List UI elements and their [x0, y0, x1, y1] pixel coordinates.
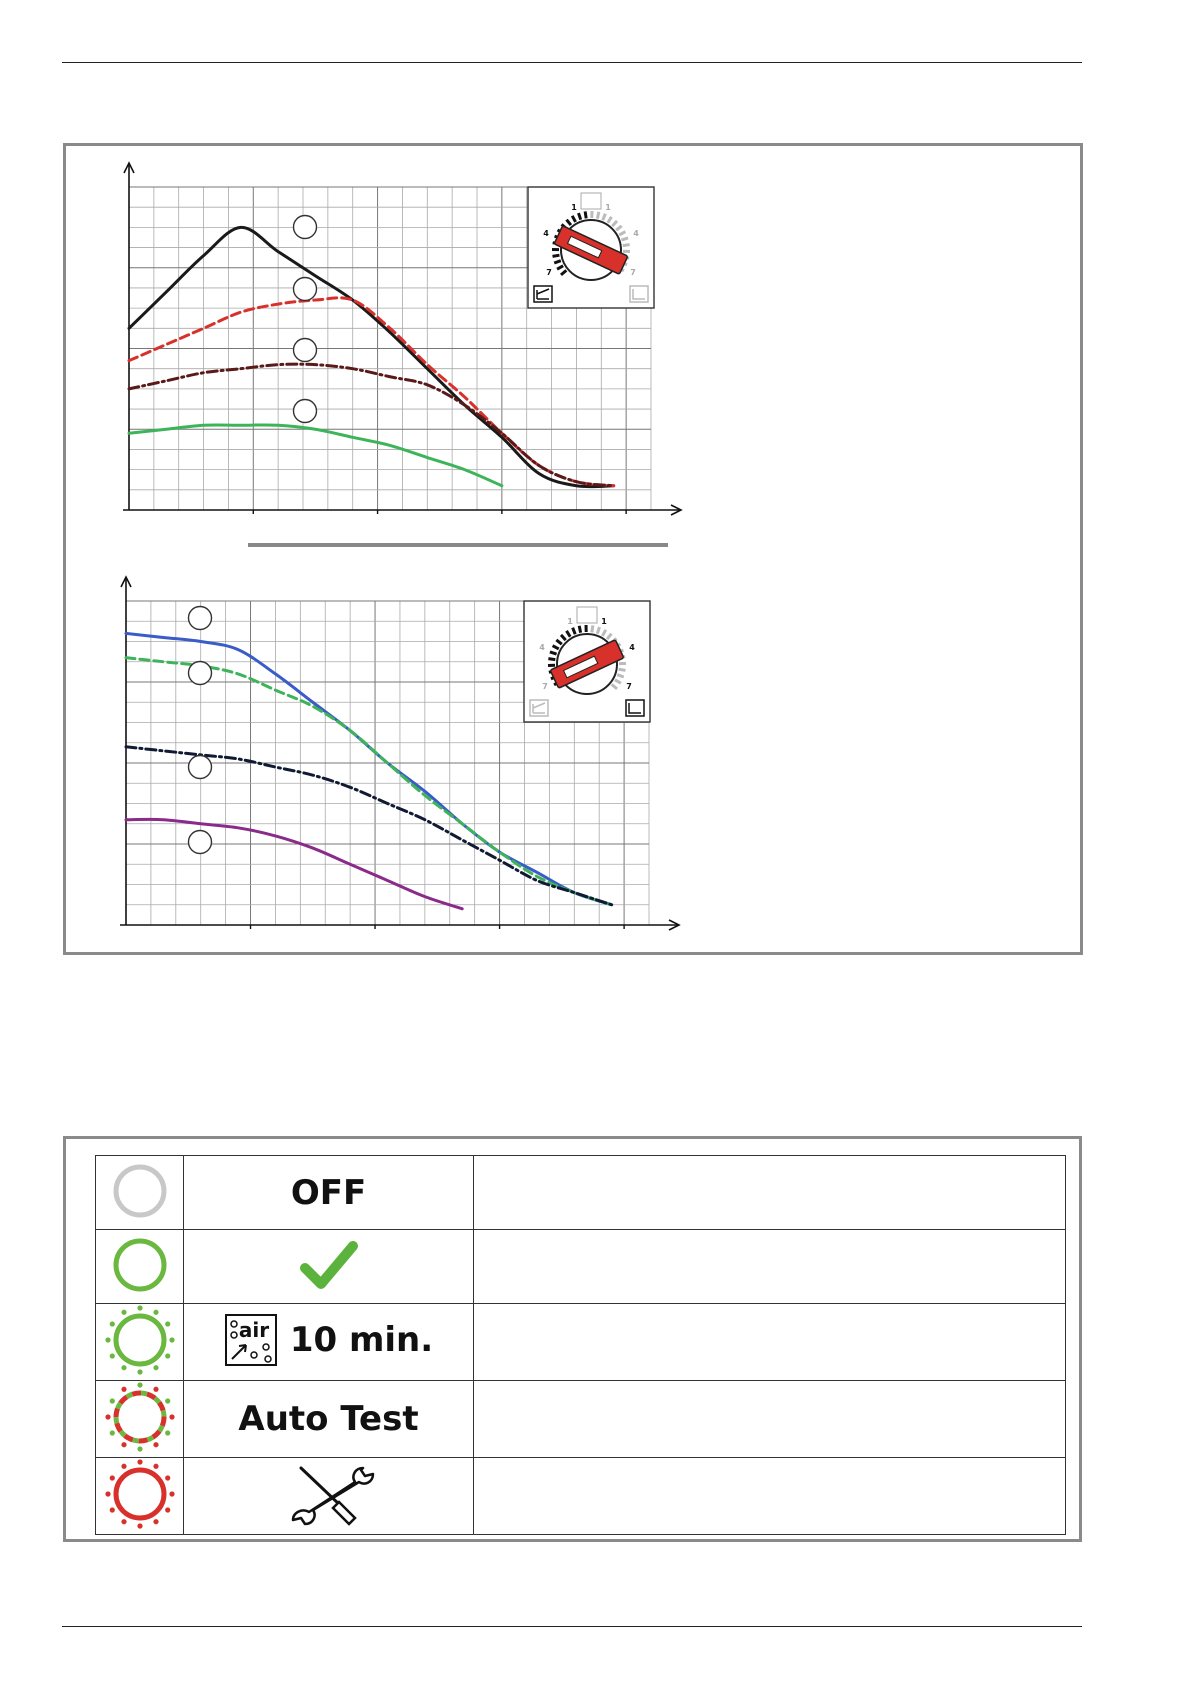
- knob-scale-label: 1: [567, 617, 573, 626]
- led-green-blink-icon: [104, 1304, 176, 1376]
- knob-scale-label: 7: [546, 268, 552, 277]
- description-cell: [474, 1156, 1066, 1230]
- table-row: [96, 1381, 1066, 1458]
- knob-scale-label: 1: [571, 203, 577, 212]
- knob-scale-label: 7: [542, 682, 548, 691]
- knob-air-icon: [577, 607, 597, 623]
- symbol-cell: [184, 1156, 474, 1230]
- curve-marker-4: [294, 400, 317, 423]
- knob-scale-tick: [548, 659, 555, 660]
- symbol-cell: [184, 1304, 474, 1381]
- curve-marker-2: [294, 278, 317, 301]
- knob-scale-label: 4: [629, 643, 635, 652]
- knob-scale-tick: [553, 255, 560, 256]
- led-blink-dot: [165, 1398, 170, 1403]
- led-blink-dot: [169, 1337, 174, 1342]
- led-blink-dot: [153, 1310, 158, 1315]
- proportional-pressure-chart: [123, 163, 681, 515]
- led-blink-dot: [137, 1382, 142, 1387]
- led-blink-dot: [165, 1507, 170, 1512]
- led-blink-dot: [137, 1459, 142, 1464]
- constant-pressure-chart: [120, 577, 679, 930]
- curve-marker-2: [189, 662, 212, 685]
- curve-marker-3: [189, 756, 212, 779]
- led-blink-dot: [109, 1321, 114, 1326]
- table-row: [96, 1230, 1066, 1304]
- led-cell: [96, 1458, 184, 1535]
- curve-marker-1: [189, 607, 212, 630]
- led-blink-dot: [121, 1387, 126, 1392]
- led-blink-dot: [165, 1430, 170, 1435]
- knob-scale-tick: [578, 213, 580, 220]
- series-line-4: [129, 425, 502, 486]
- air-label: air: [238, 1318, 269, 1342]
- led-blink-dot: [137, 1369, 142, 1374]
- led-status-table: [95, 1155, 1066, 1535]
- series-line-2: [129, 298, 614, 486]
- knob-scale-tick: [621, 238, 628, 240]
- led-blink-dot: [165, 1353, 170, 1358]
- led-blink-dot: [153, 1519, 158, 1524]
- tools-icon: [279, 1462, 379, 1526]
- led-blink-dot: [109, 1353, 114, 1358]
- description-cell: [474, 1304, 1066, 1381]
- description-cell: [474, 1381, 1066, 1458]
- led-blink-dot: [109, 1507, 114, 1512]
- knob-scale-label: 1: [605, 203, 611, 212]
- led-blink-dot: [105, 1414, 110, 1419]
- led-blink-dot: [153, 1387, 158, 1392]
- knob-air-icon: [581, 193, 601, 209]
- knob-scale-label: 4: [539, 643, 545, 652]
- knob-scale-tick: [592, 625, 593, 632]
- curve-marker-3: [294, 339, 317, 362]
- led-blink-dot: [153, 1365, 158, 1370]
- mode-knob-inset: [524, 601, 650, 722]
- led-blink-dot: [153, 1442, 158, 1447]
- check-icon: [299, 1238, 359, 1292]
- knob-scale-tick: [585, 211, 586, 218]
- symbol-cell: [184, 1458, 474, 1535]
- led-blink-dot: [169, 1491, 174, 1496]
- knob-scale-tick: [597, 627, 599, 634]
- led-off-icon: [108, 1159, 172, 1223]
- led-blink-dot: [137, 1446, 142, 1451]
- knob-scale-tick: [597, 212, 598, 219]
- led-cell: [96, 1156, 184, 1230]
- led-green-red-blink-icon: [104, 1381, 176, 1453]
- led-blink-dot: [109, 1398, 114, 1403]
- led-blink-dot: [121, 1310, 126, 1315]
- air-duration-label: 10 min.: [289, 1320, 434, 1360]
- led-blink-dot: [165, 1475, 170, 1480]
- led-red-blink-icon: [104, 1458, 176, 1530]
- led-blink-dot: [169, 1414, 174, 1419]
- led-blink-dot: [165, 1321, 170, 1326]
- led-blink-dot: [121, 1519, 126, 1524]
- knob-scale-tick: [579, 626, 580, 633]
- led-blink-dot: [109, 1430, 114, 1435]
- symbol-cell: [184, 1230, 474, 1304]
- mode-knob-inset: [528, 187, 654, 308]
- off-label: OFF: [290, 1172, 367, 1213]
- symbol-cell: [184, 1381, 474, 1458]
- description-cell: [474, 1230, 1066, 1304]
- knob-scale-label: 7: [626, 682, 632, 691]
- knob-scale-tick: [550, 652, 557, 654]
- curve-marker-1: [294, 216, 317, 239]
- knob-scale-tick: [623, 245, 630, 246]
- table-row: [96, 1304, 1066, 1381]
- knob-scale-tick: [619, 669, 626, 670]
- knob-scale-label: 1: [601, 617, 607, 626]
- knob-scale-label: 4: [633, 229, 639, 238]
- led-cell: [96, 1381, 184, 1458]
- knob-scale-label: 4: [543, 229, 549, 238]
- led-blink-dot: [121, 1464, 126, 1469]
- led-blink-dot: [153, 1464, 158, 1469]
- led-blink-dot: [137, 1305, 142, 1310]
- auto-test-label: Auto Test: [238, 1399, 419, 1439]
- description-cell: [474, 1458, 1066, 1535]
- led-blink-dot: [121, 1442, 126, 1447]
- led-green-icon: [108, 1233, 172, 1297]
- led-blink-dot: [121, 1365, 126, 1370]
- led-blink-dot: [105, 1337, 110, 1342]
- led-cell: [96, 1304, 184, 1381]
- led-blink-dot: [105, 1491, 110, 1496]
- led-blink-dot: [137, 1523, 142, 1528]
- led-blink-dot: [109, 1475, 114, 1480]
- knob-scale-label: 7: [630, 268, 636, 277]
- led-cell: [96, 1230, 184, 1304]
- curve-marker-4: [189, 831, 212, 854]
- table-row: [96, 1156, 1066, 1230]
- table-row: [96, 1458, 1066, 1535]
- air-vent-icon: [224, 1313, 278, 1367]
